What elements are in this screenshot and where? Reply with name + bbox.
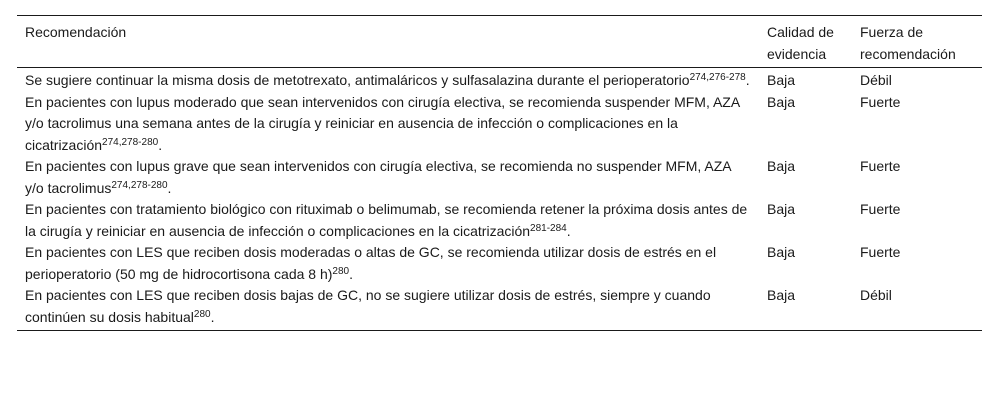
recommendations-table <box>17 15 982 331</box>
reference-superscript: 274,276-278 <box>689 72 746 83</box>
header-evidence-quality: Calidad de evidencia <box>767 24 834 62</box>
recommendation-text: En pacientes con lupus grave que sean intervenidos con cirugía electiva, se recomienda no suspender MFM, AZA y/o tacrolimus <box>25 158 731 196</box>
table-row <box>17 199 982 242</box>
recommendation-strength-cell: Fuerte <box>860 201 901 217</box>
recommendation-cell <box>17 92 759 157</box>
reference-superscript: 281-284 <box>530 222 567 234</box>
table-row <box>17 68 982 92</box>
evidence-quality-cell: Baja <box>767 244 796 260</box>
recommendation-text: En pacientes con lupus moderado que sean intervenidos con cirugía electiva, se recomienda suspender MFM, AZA y/o tacrolimus una semana antes de la cirugía y reiniciar en ausencia de infección o complicaciones en la cicatrización <box>25 93 740 153</box>
table-row <box>17 285 982 331</box>
evidence-quality-cell: Baja <box>767 93 796 110</box>
header-row <box>17 16 982 68</box>
reference-superscript: 274,278-280 <box>102 136 159 148</box>
evidence-quality-cell: Baja <box>767 158 796 174</box>
recommendation-strength-cell: Fuerte <box>860 158 901 174</box>
evidence-quality-cell: Baja <box>767 287 796 303</box>
recommendation-strength-cell: Fuerte <box>860 244 901 260</box>
sentence-end: . <box>349 265 353 282</box>
recommendation-text: Se sugiere continuar la misma dosis de metotrexato, antimaláricos y sulfasalazina durante el perioperatorio <box>25 72 690 88</box>
table-row <box>17 156 982 199</box>
sentence-end: . <box>210 308 215 325</box>
recommendation-text: En pacientes con LES que reciben dosis moderadas o altas de GC, se recomienda utilizar dosis de estrés en el perioperatorio (50 mg de hidrocortisona cada 8 h) <box>25 244 717 282</box>
sentence-end: . <box>745 72 750 88</box>
recommendation-cell <box>17 68 759 92</box>
sentence-end: . <box>566 222 571 239</box>
recommendations-table-container <box>17 15 982 331</box>
header-recommendation: Recomendación <box>25 24 127 40</box>
evidence-quality-cell: Baja <box>767 201 796 217</box>
table-body <box>17 68 982 331</box>
sentence-end: . <box>158 136 163 153</box>
recommendation-strength-cell: Débil <box>860 287 892 303</box>
recommendation-cell <box>17 242 759 285</box>
reference-superscript: 274,278-280 <box>111 179 168 191</box>
table-row <box>17 92 982 157</box>
evidence-quality-cell: Baja <box>767 72 796 88</box>
recommendation-cell <box>17 285 759 331</box>
header-recommendation-strength: Fuerza de recomendación <box>860 24 956 62</box>
table-row <box>17 242 982 285</box>
recommendation-strength-cell: Débil <box>860 72 892 88</box>
recommendation-text: En pacientes con LES que reciben dosis bajas de GC, no se sugiere utilizar dosis de estrés, siempre y cuando continúen su dosis habitual <box>25 287 711 325</box>
sentence-end: . <box>167 179 172 196</box>
table-header <box>17 16 982 68</box>
reference-superscript: 280 <box>332 265 350 277</box>
recommendation-text: En pacientes con tratamiento biológico con rituximab o belimumab, se recomienda retener la próxima dosis antes de la cirugía y reiniciar en ausencia de infección o complicaciones en la cicatrización <box>25 201 748 239</box>
reference-superscript: 280 <box>193 308 211 320</box>
recommendation-cell <box>17 156 759 199</box>
recommendation-strength-cell: Fuerte <box>860 93 901 110</box>
recommendation-cell <box>17 199 759 242</box>
